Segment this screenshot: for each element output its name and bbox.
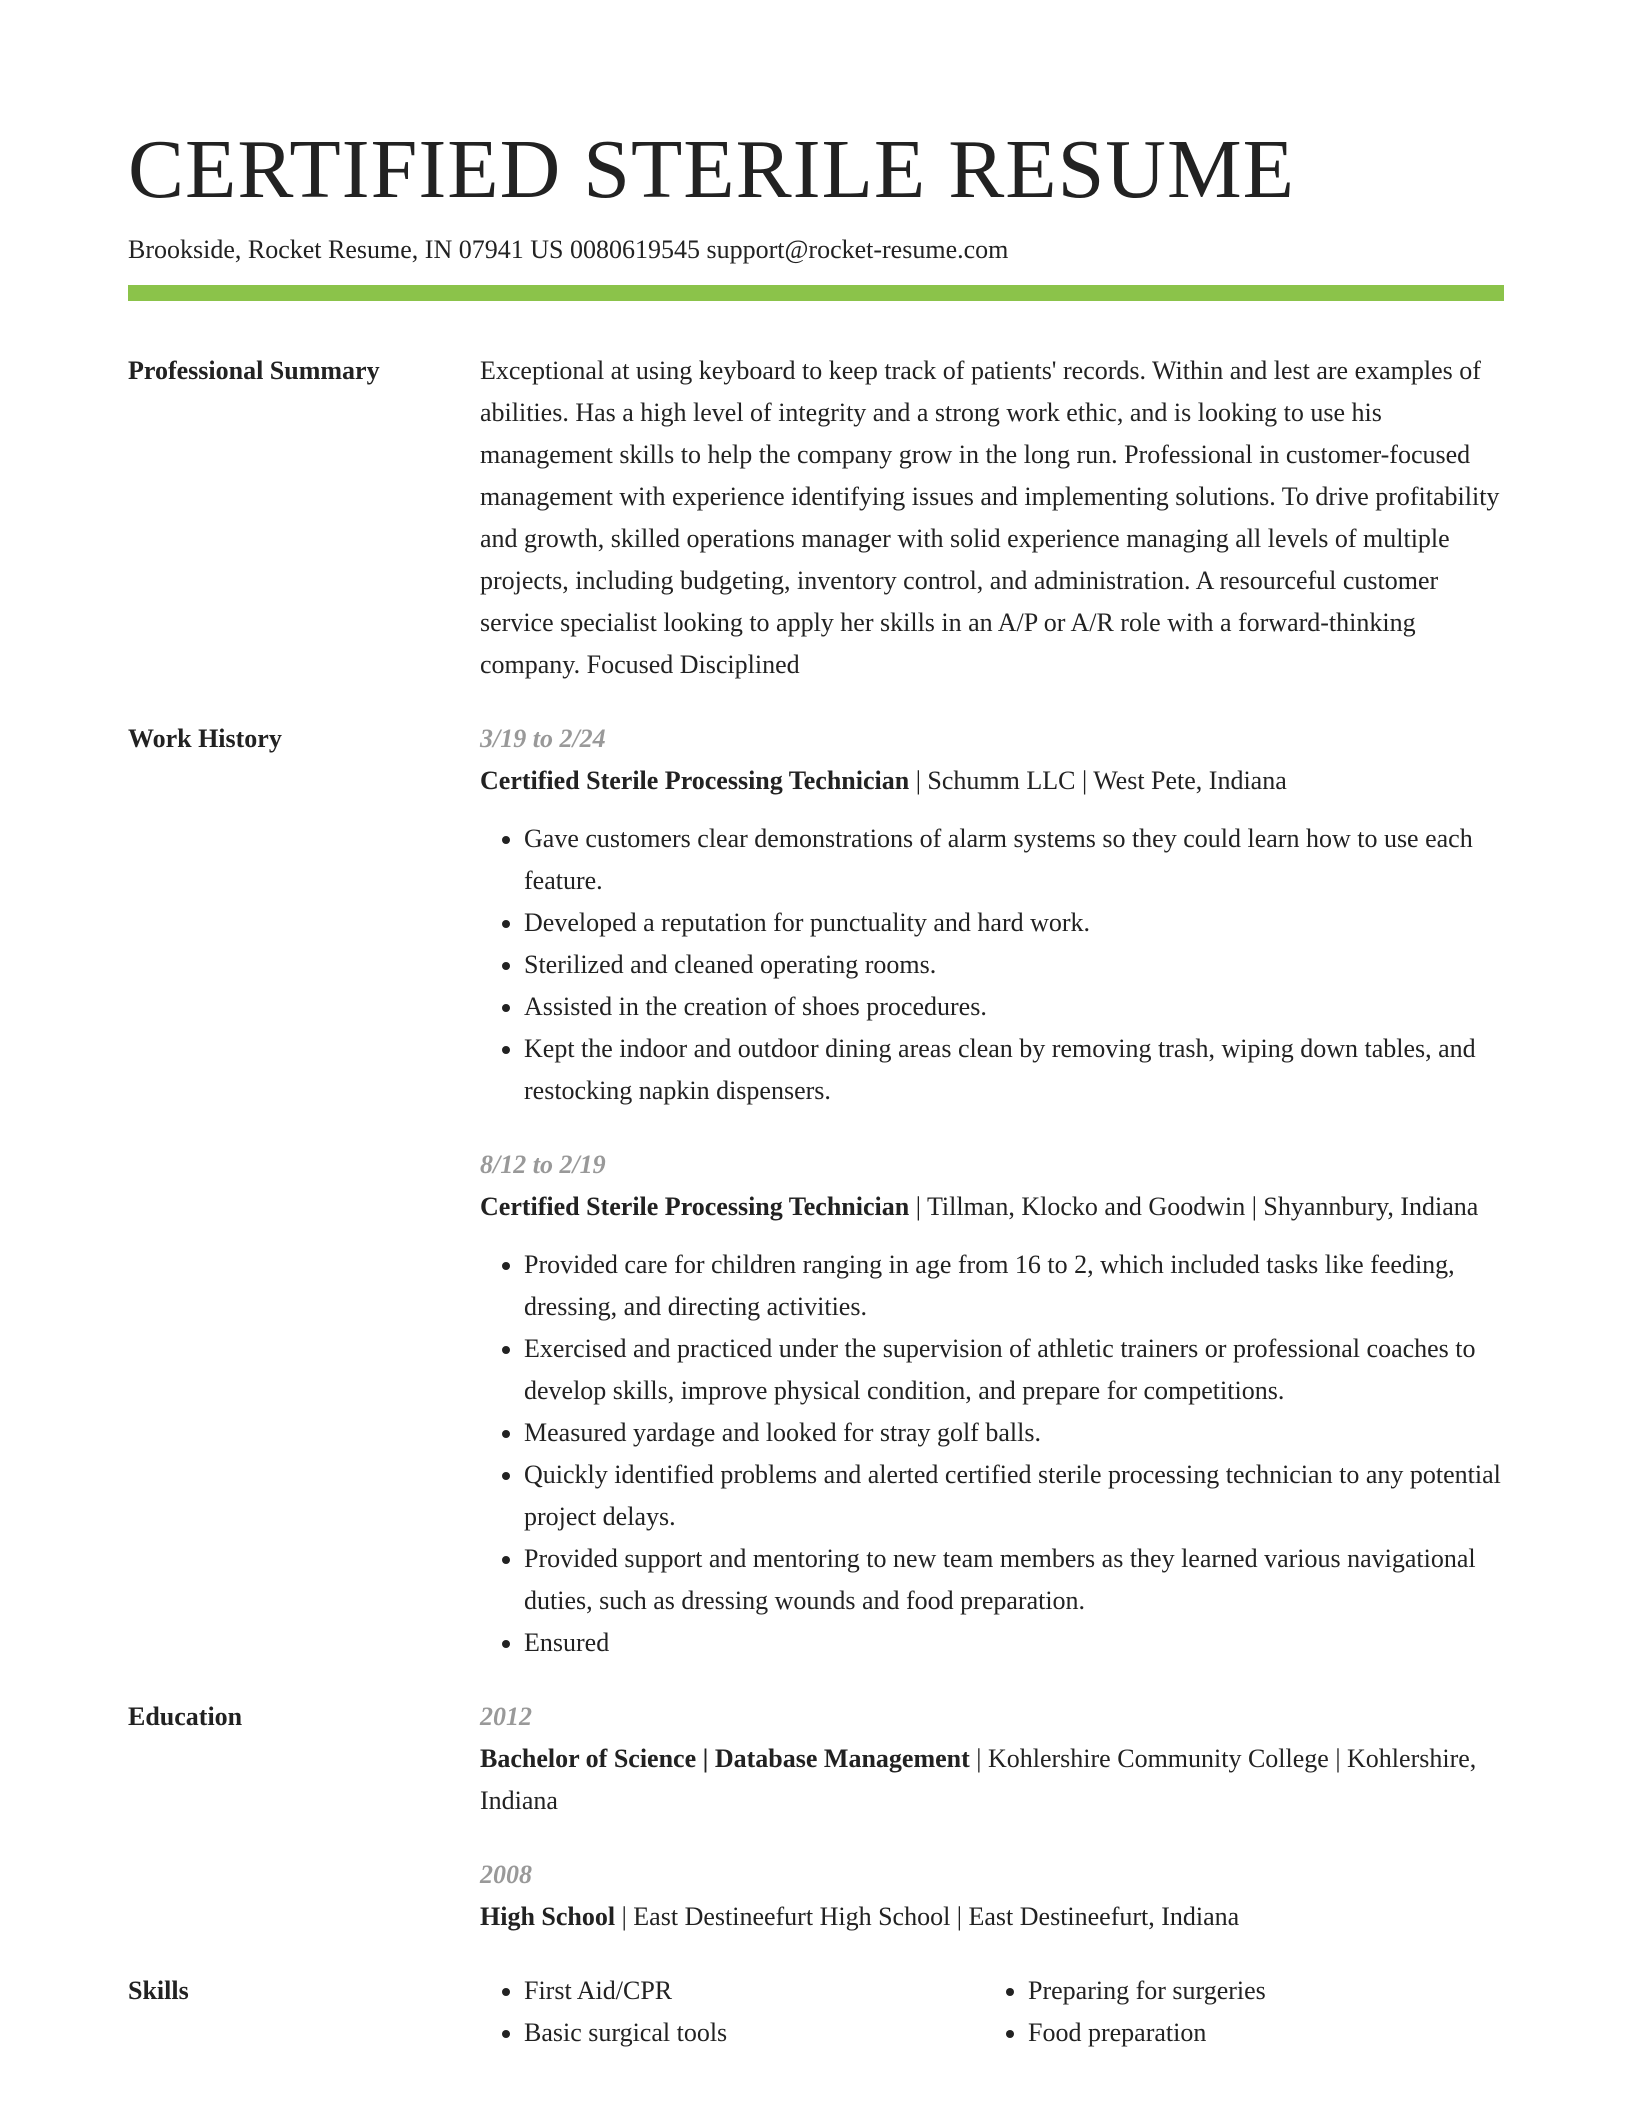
education-line [480,1896,1504,1938]
job-entry [480,718,1504,1112]
job-bullets [480,1244,1504,1664]
skills-grid [480,1970,1504,2054]
job-bullet: • Provided care for children ranging in age from 16 to 2, which included tasks like feeding, dressing, and directing activities. [524,1244,1504,1328]
skill-item: • First Aid/CPR [524,1970,984,2012]
work-history-body [480,718,1504,1664]
work-history-section [128,718,1504,1664]
contact-info: Brookside, Rocket Resume, IN 07941 US 0080619545 support@rocket-resume.com [128,235,1009,264]
job-bullet: • Quickly identified problems and alerted certified sterile processing technician to any potential project delays. [524,1454,1504,1538]
job-bullets [480,818,1504,1112]
resume-title: CERTIFIED STERILE RESUME [128,123,1295,216]
education-degree: High School [480,1902,616,1931]
education-line [480,1738,1504,1822]
education-year: 2012 [480,1702,532,1731]
work-history-label: Work History [128,724,282,753]
education-degree: Bachelor of Science | Database Management [480,1744,970,1773]
job-title: Certified Sterile Processing Technician [480,766,910,795]
job-bullet: • Assisted in the creation of shoes procedures. [524,986,1504,1028]
education-entry [480,1854,1504,1938]
education-body [480,1696,1504,1938]
education-section [128,1696,1504,1938]
job-bullet: • Exercised and practiced under the supervision of athletic trainers or professional coaches to develop skills, improve physical condition, and prepare for competitions. [524,1328,1504,1412]
header-divider [128,285,1504,301]
education-year: 2008 [480,1860,532,1889]
education-label: Education [128,1702,243,1731]
skills-label: Skills [128,1976,189,2005]
skill-item: • Preparing for surgeries [1028,1970,1488,2012]
skill-item: • Food preparation [1028,2012,1488,2054]
job-title: Certified Sterile Processing Technician [480,1192,910,1221]
summary-section [128,350,1504,686]
summary-label: Professional Summary [128,356,380,385]
resume-sections [128,350,1504,2086]
skills-list-left [480,1970,984,2054]
education-details: | East Destineefurt High School | East Destineefurt, Indiana [615,1902,1240,1931]
skill-item: • Basic surgical tools [524,2012,984,2054]
job-bullet: • Kept the indoor and outdoor dining areas clean by removing trash, wiping down tables, and restocking napkin dispensers. [524,1028,1504,1112]
summary-text: Exceptional at using keyboard to keep track of patients' records. Within and lest are examples of abilities. Has a high level of integrity and a strong work ethic, and is looking to use his management skills to help the company grow in the long run. Professional in customer-focused management with experience identifying issues and implementing solutions. To drive profitability and growth, skilled operations manager with solid experience managing all levels of multiple projects, including budgeting, inventory control, and administration. A resourceful customer service specialist looking to apply her skills in an A/P or A/R role with a forward-thinking company. Focused Disciplined [480,356,1500,679]
skills-section [128,1970,1504,2054]
job-role-line [480,760,1504,802]
job-bullet: • Developed a reputation for punctuality and hard work. [524,902,1504,944]
job-role-line [480,1186,1504,1228]
education-details: | Kohlershire Community College | Kohlershire, Indiana [480,1744,1477,1815]
skills-body [480,1970,1504,2054]
job-bullet: • Sterilized and cleaned operating rooms. [524,944,1504,986]
education-entry [480,1696,1504,1822]
job-bullet: • Gave customers clear demonstrations of alarm systems so they could learn how to use each feature. [524,818,1504,902]
job-dates: 8/12 to 2/19 [480,1150,606,1179]
job-bullet: • Provided support and mentoring to new team members as they learned various navigational duties, such as dressing wounds and food preparation. [524,1538,1504,1622]
job-bullet: • Ensured [524,1622,1504,1664]
job-entry [480,1144,1504,1664]
job-dates: 3/19 to 2/24 [480,724,606,753]
job-details: | Tillman, Klocko and Goodwin | Shyannbury, Indiana [909,1192,1479,1221]
summary-body [480,350,1504,686]
skills-list-right [984,1970,1488,2054]
job-details: | Schumm LLC | West Pete, Indiana [909,766,1287,795]
job-bullet: • Measured yardage and looked for stray golf balls. [524,1412,1504,1454]
